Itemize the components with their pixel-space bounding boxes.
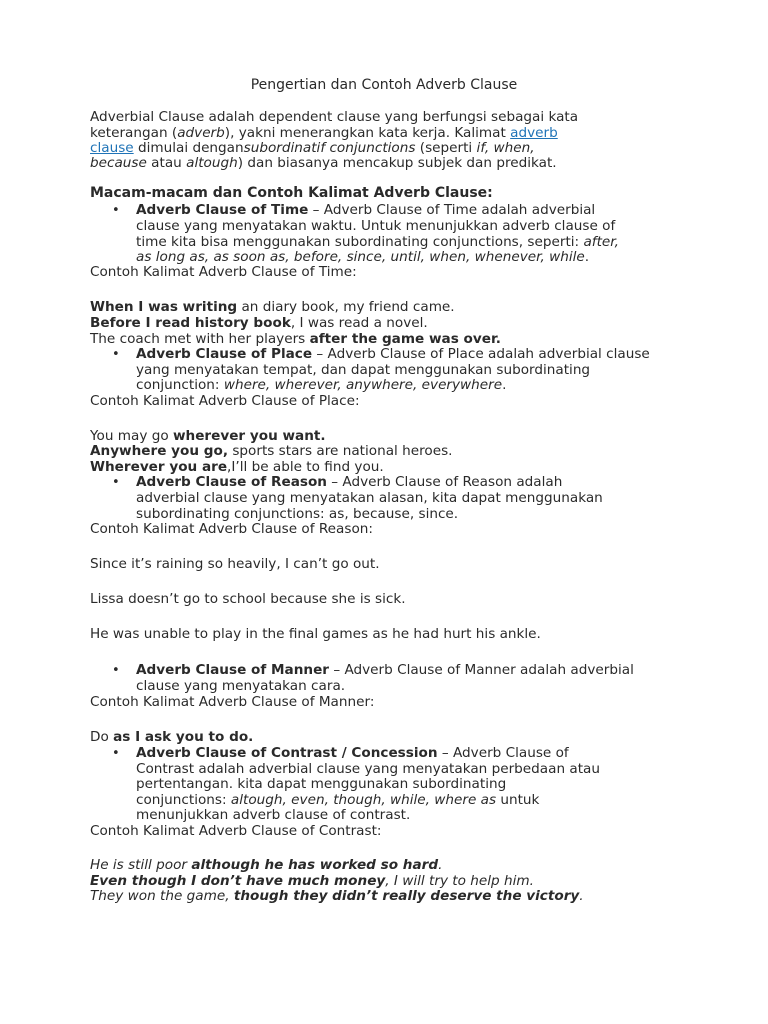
time-example-3: The coach met with her players after the game was over.	[90, 331, 501, 347]
time-line-3: time kita bisa menggunakan subordinating conjunctions, seperti: after,	[136, 234, 619, 250]
bullet-place: •	[112, 347, 120, 362]
time-line-1: Adverb Clause of Time – Adverb Clause of Time adalah adverbial	[136, 202, 596, 218]
contrast-line-1: Adverb Clause of Contrast / Concession – Adverb Clause of	[136, 745, 569, 761]
reason-contoh: Contoh Kalimat Adverb Clause of Reason:	[90, 521, 373, 537]
reason-example-1: Since it’s raining so heavily, I can’t go out.	[90, 556, 380, 572]
reason-line-2: adverbial clause yang menyatakan alasan, kita dapat menggunakan	[136, 490, 603, 506]
bullet-contrast: •	[112, 746, 120, 761]
bullet-time: •	[112, 203, 120, 218]
place-example-1: You may go wherever you want.	[90, 428, 326, 444]
place-example-2: Anywhere you go, sports stars are national heroes.	[90, 443, 453, 459]
place-line-1: Adverb Clause of Place – Adverb Clause of Place adalah adverbial clause	[136, 346, 650, 362]
adverb-clause-link-cont[interactable]: clause	[90, 140, 134, 156]
intro-text: Adverbial Clause adalah dependent clause yang berfungsi sebagai kata	[90, 109, 579, 125]
manner-contoh: Contoh Kalimat Adverb Clause of Manner:	[90, 694, 375, 710]
place-example-3: Wherever you are,I’ll be able to find you.	[90, 459, 384, 475]
time-contoh: Contoh Kalimat Adverb Clause of Time:	[90, 264, 357, 280]
page-title: Pengertian dan Contoh Adverb Clause	[250, 77, 518, 93]
reason-line-3: subordinating conjunctions: as, because, since.	[136, 506, 459, 522]
adverb-clause-link[interactable]: adverb	[510, 125, 558, 141]
contrast-contoh: Contoh Kalimat Adverb Clause of Contrast:	[90, 823, 382, 839]
reason-example-2: Lissa doesn’t go to school because she is sick.	[90, 591, 406, 607]
contrast-line-2: Contrast adalah adverbial clause yang menyatakan perbedaan atau	[136, 761, 600, 777]
place-line-2: yang menyatakan tempat, dan dapat menggunakan subordinating	[136, 362, 591, 378]
time-line-4: as long as, as soon as, before, since, until, when, whenever, while.	[136, 249, 590, 265]
place-line-3: conjunction: where, wherever, anywhere, everywhere.	[136, 377, 507, 393]
contrast-example-1: He is still poor although he has worked so hard.	[90, 857, 443, 873]
intro-line-2: keterangan (adverb), yakni menerangkan kata kerja. Kalimat adverb	[90, 125, 558, 141]
manner-line-2: clause yang menyatakan cara.	[136, 678, 346, 694]
reason-example-3: He was unable to play in the final games as he had hurt his ankle.	[90, 626, 541, 642]
time-example-2: Before I read history book, I was read a novel.	[90, 315, 428, 331]
contrast-line-4: conjunctions: altough, even, though, while, where as untuk	[136, 792, 540, 808]
manner-example-1: Do as I ask you to do.	[90, 729, 254, 745]
time-example-1: When I was writing an diary book, my friend came.	[90, 299, 455, 315]
contrast-example-2: Even though I don’t have much money, I will try to help him.	[90, 873, 534, 889]
time-line-2: clause yang menyatakan waktu. Untuk menunjukkan adverb clause of	[136, 218, 616, 234]
contrast-line-3: pertentangan. kita dapat menggunakan subordinating	[136, 776, 507, 792]
section-heading: Macam-macam dan Contoh Kalimat Adverb Clause:	[90, 185, 493, 201]
contrast-example-3: They won the game, though they didn’t really deserve the victory.	[90, 888, 584, 904]
contrast-line-5: menunjukkan adverb clause of contrast.	[136, 807, 411, 823]
manner-line-1: Adverb Clause of Manner – Adverb Clause of Manner adalah adverbial	[136, 662, 634, 678]
place-contoh: Contoh Kalimat Adverb Clause of Place:	[90, 393, 360, 409]
intro-line-3: clause dimulai dengansubordinatif conjunctions (seperti if, when,	[90, 140, 535, 156]
intro-line-1	[90, 109, 578, 125]
reason-line-1: Adverb Clause of Reason – Adverb Clause of Reason adalah	[136, 474, 563, 490]
intro-line-4: because atau altough) dan biasanya mencakup subjek dan predikat.	[90, 155, 557, 171]
bullet-manner: •	[112, 663, 120, 678]
bullet-reason: •	[112, 475, 120, 490]
